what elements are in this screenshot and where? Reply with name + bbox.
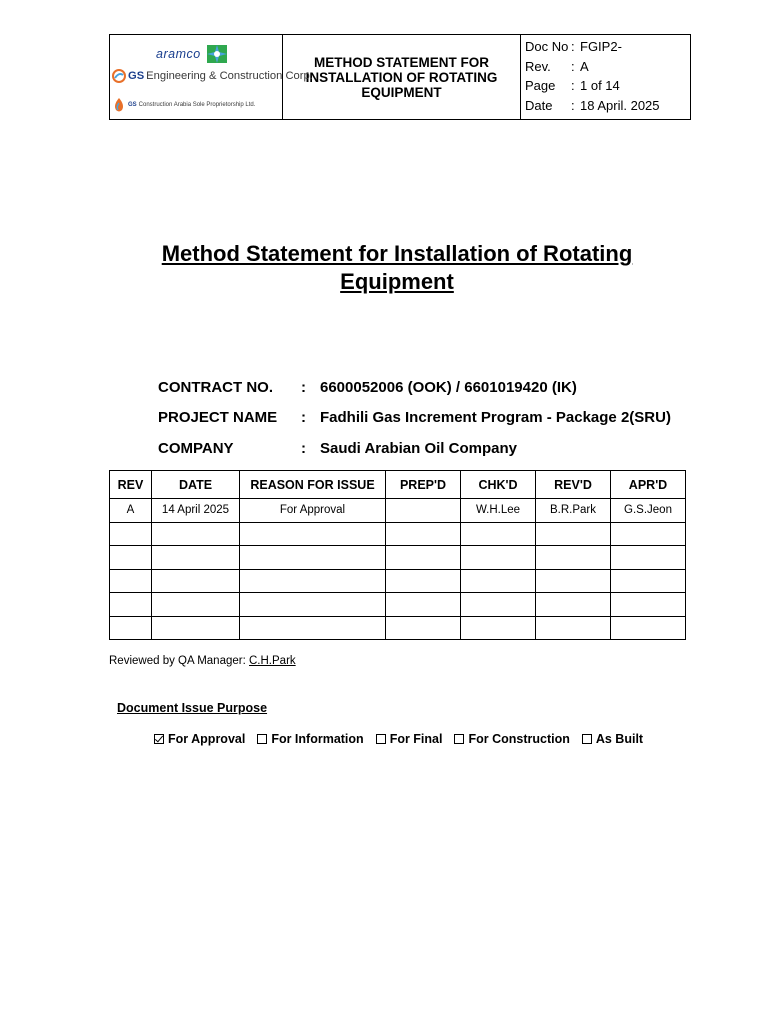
purpose-option-label: For Approval — [168, 732, 246, 746]
qa-manager-name: C.H.Park — [249, 655, 296, 667]
table-cell — [461, 616, 536, 640]
table-cell — [152, 522, 240, 546]
table-cell — [110, 616, 152, 640]
table-cell: G.S.Jeon — [611, 499, 686, 523]
col-header: APR'D — [611, 471, 686, 499]
purpose-option-label: For Final — [389, 732, 443, 746]
meta-rev: Rev. : A — [525, 58, 589, 74]
doc-header-title: METHOD STATEMENT FOR INSTALLATION OF ROTATING EQUIPMENT — [283, 35, 521, 120]
table-cell — [152, 569, 240, 593]
table-row — [110, 593, 686, 617]
table-cell — [110, 593, 152, 617]
table-row — [110, 499, 686, 523]
header-table — [109, 34, 691, 120]
aramco-logo: aramco — [156, 43, 229, 65]
table-cell — [611, 546, 686, 570]
table-cell — [386, 593, 461, 617]
table-cell — [611, 616, 686, 640]
aramco-star-icon — [205, 43, 229, 65]
table-cell — [110, 546, 152, 570]
purpose-option[interactable] — [154, 732, 245, 746]
purpose-option[interactable] — [376, 732, 443, 746]
table-cell — [240, 569, 386, 593]
table-cell — [152, 546, 240, 570]
table-row — [110, 546, 686, 570]
table-cell — [461, 593, 536, 617]
checkbox-icon[interactable] — [454, 734, 464, 744]
logo-cell — [110, 35, 313, 120]
table-cell: W.H.Lee — [461, 499, 536, 523]
table-cell — [386, 522, 461, 546]
meta-doc-no: Doc No : FGIP2- — [525, 39, 622, 54]
table-cell — [386, 616, 461, 640]
table-cell — [461, 522, 536, 546]
purpose-option-label: As Built — [595, 732, 644, 746]
table-cell — [611, 569, 686, 593]
table-cell — [536, 569, 611, 593]
col-header: DATE — [152, 471, 240, 499]
table-cell — [536, 616, 611, 640]
project-name-row: PROJECT NAME : Fadhili Gas Increment Program - Package 2(SRU) — [158, 409, 671, 427]
table-cell — [461, 569, 536, 593]
table-cell — [240, 522, 386, 546]
table-row — [110, 522, 686, 546]
table-cell — [386, 546, 461, 570]
purpose-option[interactable] — [454, 732, 569, 746]
gs-arabia-logo: GS Construction Arabia Sole Proprietorship Ltd. — [112, 97, 255, 113]
checkbox-icon[interactable] — [257, 734, 267, 744]
table-cell — [152, 616, 240, 640]
gs-drop-icon — [112, 97, 126, 113]
table-cell — [536, 546, 611, 570]
main-title: Method Statement for Installation of Rotating Equipment — [161, 241, 633, 294]
table-cell: B.R.Park — [536, 499, 611, 523]
reviewed-by: Reviewed by QA Manager: C.H.Park — [109, 655, 296, 667]
purpose-option-label: For Construction — [468, 732, 570, 746]
col-header: CHK'D — [461, 471, 536, 499]
table-cell — [240, 546, 386, 570]
issue-purpose-options — [154, 732, 655, 746]
table-cell: A — [110, 499, 152, 523]
purpose-option[interactable] — [582, 732, 643, 746]
table-header-row — [110, 471, 686, 499]
table-cell — [110, 522, 152, 546]
table-cell — [386, 569, 461, 593]
meta-page: Page : 1 of 14 — [525, 78, 620, 93]
gs-flame-icon — [112, 69, 126, 83]
table-row — [110, 616, 686, 640]
meta-date: Date : 18 April. 2025 — [525, 97, 660, 113]
table-cell — [461, 546, 536, 570]
purpose-option-label: For Information — [271, 732, 364, 746]
revision-table — [109, 470, 686, 640]
checked-box-icon[interactable] — [154, 734, 164, 744]
table-cell: For Approval — [240, 499, 386, 523]
company-row: COMPANY : Saudi Arabian Oil Company — [158, 439, 517, 457]
checkbox-icon[interactable] — [376, 734, 386, 744]
table-row — [110, 569, 686, 593]
purpose-option[interactable] — [257, 732, 363, 746]
project-info — [158, 372, 671, 464]
doc-meta — [521, 35, 691, 120]
table-cell — [611, 593, 686, 617]
table-cell — [386, 499, 461, 523]
table-cell: 14 April 2025 — [152, 499, 240, 523]
col-header: PREP'D — [386, 471, 461, 499]
table-cell — [240, 593, 386, 617]
table-cell — [152, 593, 240, 617]
table-cell — [536, 593, 611, 617]
table-cell — [110, 569, 152, 593]
gs-ec-logo: GS Engineering & Construction Corp. — [112, 69, 313, 83]
table-cell — [611, 522, 686, 546]
contract-no-row: CONTRACT NO. : 6600052006 (OOK) / 6601019420 (IK) — [158, 378, 577, 396]
col-header: REV — [110, 471, 152, 499]
issue-purpose-title: Document Issue Purpose — [117, 701, 268, 715]
table-cell — [536, 522, 611, 546]
col-header: REV'D — [536, 471, 611, 499]
table-cell — [240, 616, 386, 640]
col-header: REASON FOR ISSUE — [240, 471, 386, 499]
checkbox-icon[interactable] — [582, 734, 592, 744]
